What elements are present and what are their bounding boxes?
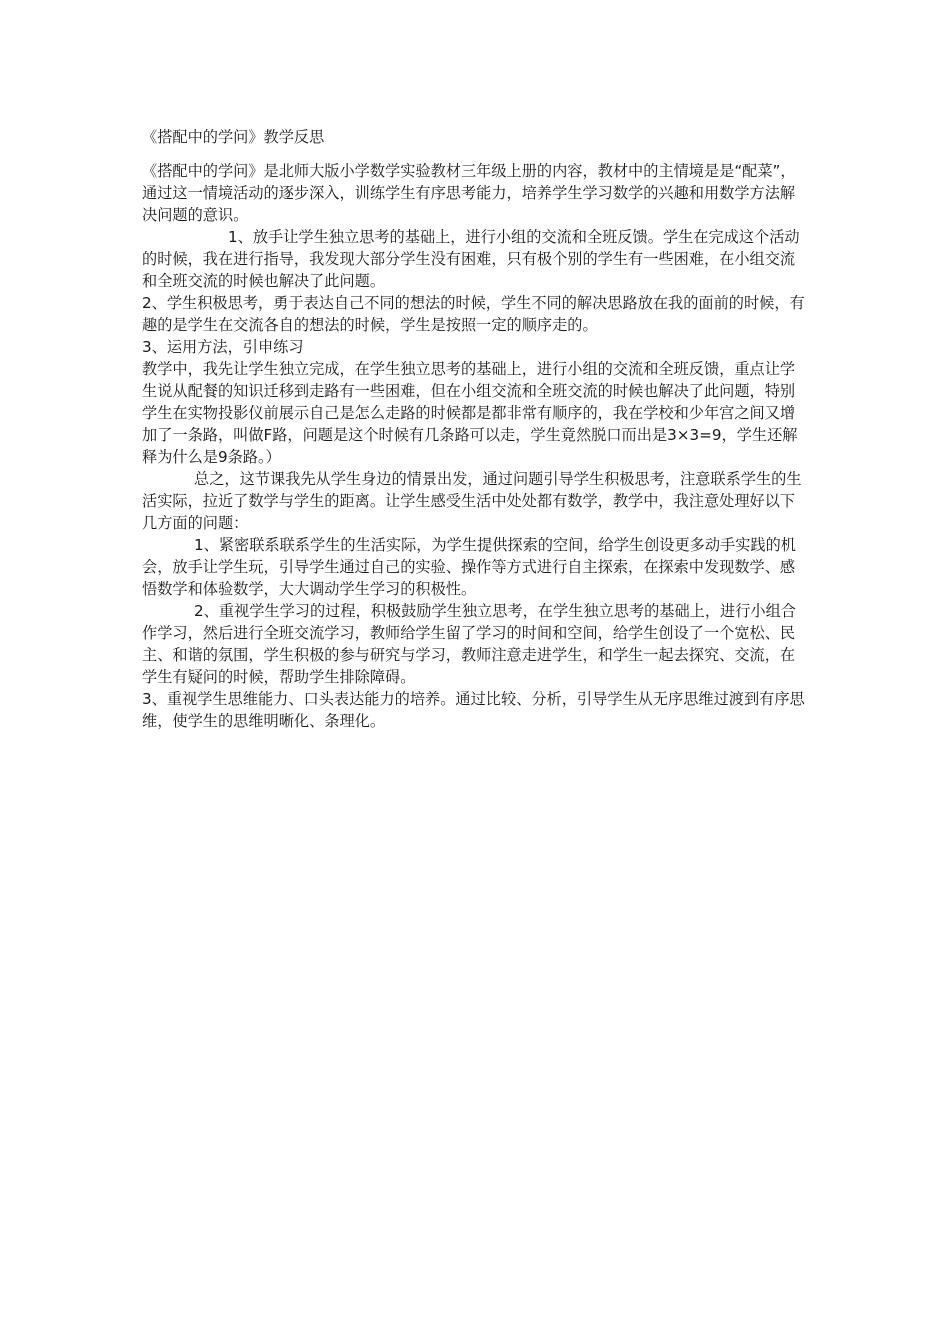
reflection-point-1: 1、放手让学生独立思考的基础上，进行小组的交流和全班反馈。学生在完成这个活动的时候，我在进行指导，我发现大部分学生没有困难，只有极个别的学生有一些困难，在小组交流和全班交流的时候也解决了此问题。	[142, 228, 800, 290]
document-content	[142, 126, 808, 732]
summary-point-1: 1、紧密联系联系学生的生活实际，为学生提供探索的空间，给学生创设更多动手实践的机会，放手让学生玩，引导学生通过自己的实验、操作等方式进行自主探索，在探索中发现数学、感悟数学和体验数学，大大调动学生学习的积极性。	[142, 536, 796, 598]
document-title: 《搭配中的学问》教学反思	[142, 128, 325, 146]
summary-point-2: 2、重视学生学习的过程，积极鼓励学生独立思考，在学生独立思考的基础上，进行小组合作学习，然后进行全班交流学习，教师给学生留了学习的时间和空间，给学生创设了一个宽松、民主、和谐的氛围，学生积极的参与研究与学习，教师注意走进学生，和学生一起去探究、交流，在学生有疑问的时候，帮助学生排除障碍。	[142, 602, 796, 686]
reflection-point-3-heading: 3、运用方法，引申练习	[142, 338, 304, 356]
intro-paragraph: 《搭配中的学问》是北师大版小学数学实验教材三年级上册的内容，教材中的主情境是是“配菜”，通过这一情境活动的逐步深入，训练学生有序思考能力，培养学生学习数学的兴趣和用数学方法解决问题的意识。	[142, 162, 796, 224]
summary-point-3: 3、重视学生思维能力、口头表达能力的培养。通过比较、分析，引导学生从无序思维过渡到有序思维，使学生的思维明晰化、条理化。	[142, 690, 805, 730]
teaching-process-paragraph: 教学中，我先让学生独立完成，在学生独立思考的基础上，进行小组的交流和全班反馈，重点让学生说从配餐的知识迁移到走路有一些困难，但在小组交流和全班交流的时候也解决了此问题，特别学生在实物投影仪前展示自己是怎么走路的时候都是都非常有顺序的，我在学校和少年宫之间又增加了一条路，叫做F路，问题是这个时候有几条路可以走，学生竟然脱口而出是3×3=9，学生还解释为什么是9条路。）	[142, 360, 798, 466]
summary-paragraph: 总之，这节课我先从学生身边的情景出发，通过问题引导学生积极思考，注意联系学生的生活实际，拉近了数学与学生的距离。让学生感受生活中处处都有数学，教学中，我注意处理好以下几方面的问题：	[142, 470, 802, 532]
reflection-point-2: 2、学生积极思考，勇于表达自己不同的想法的时候，学生不同的解决思路放在我的面前的时候，有趣的是学生在交流各自的想法的时候，学生是按照一定的顺序走的。	[142, 294, 805, 334]
